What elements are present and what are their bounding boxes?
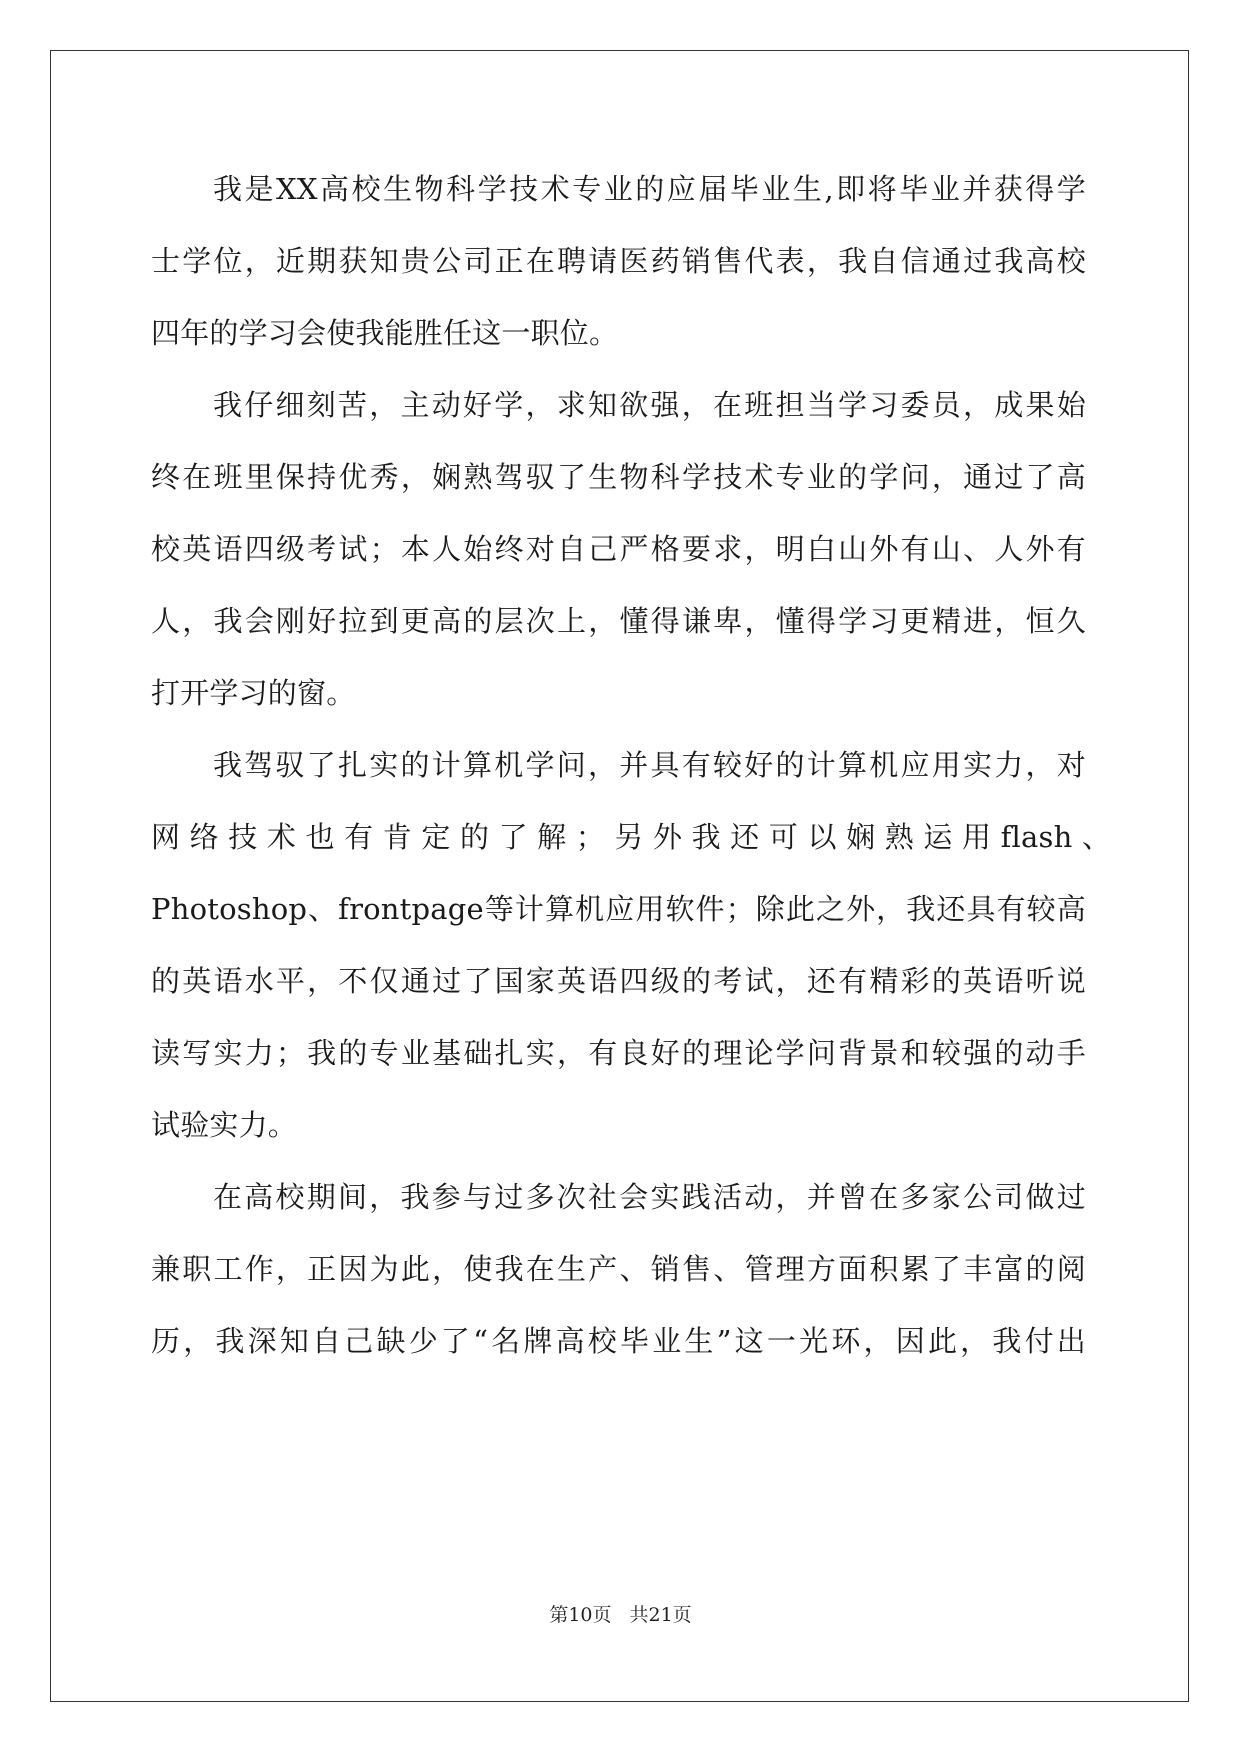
text-line: 人，我会刚好拉到更高的层次上，懂得谦卑，懂得学习更精进，恒久 (151, 604, 1086, 638)
text-line: 在高校期间，我参与过多次社会实践活动，并曾在多家公司做过 (213, 1180, 1086, 1214)
text-line: 网 络 技 术 也 有 肯 定 的 了 解 ； 另 外 我 还 可 以 娴 熟 运 用 flash 、 (151, 820, 1112, 854)
text-line: 终在班里保持优秀，娴熟驾驭了生物科学技术专业的学问，通过了高 (151, 460, 1086, 494)
page-border (50, 50, 1189, 1702)
text-line: 我仔细刻苦，主动好学，求知欲强，在班担当学习委员，成果始 (213, 388, 1086, 422)
text-line: 读写实力；我的专业基础扎实，有良好的理论学问背景和较强的动手 (151, 1036, 1086, 1070)
text-line: 兼职工作，正因为此，使我在生产、销售、管理方面积累了丰富的阅 (151, 1252, 1086, 1286)
text-line: 我驾驭了扎实的计算机学问，并具有较好的计算机应用实力，对 (213, 748, 1086, 782)
text-line: 士学位，近期获知贵公司正在聘请医药销售代表，我自信通过我高校 (151, 244, 1086, 278)
text-line: 校英语四级考试；本人始终对自己严格要求，明白山外有山、人外有 (151, 532, 1086, 566)
page-number-total: 共21页 (629, 1604, 692, 1626)
text-line: 的英语水平，不仅通过了国家英语四级的考试，还有精彩的英语听说 (151, 964, 1086, 998)
page-footer (0, 1602, 1241, 1628)
text-line: 我是XX高校生物科学技术专业的应届毕业生,即将毕业并获得学 (213, 172, 1086, 206)
page-number-current: 第10页 (549, 1604, 612, 1626)
text-line: 试验实力。 (151, 1108, 298, 1142)
text-line: 打开学习的窗。 (151, 676, 356, 710)
text-line: 四年的学习会使我能胜任这一职位。 (151, 316, 619, 350)
text-line: Photoshop、frontpage等计算机应用软件；除此之外，我还具有较高 (151, 892, 1086, 926)
text-line: 历，我深知自己缺少了“名牌高校毕业生”这一光环，因此，我付出 (151, 1324, 1086, 1358)
